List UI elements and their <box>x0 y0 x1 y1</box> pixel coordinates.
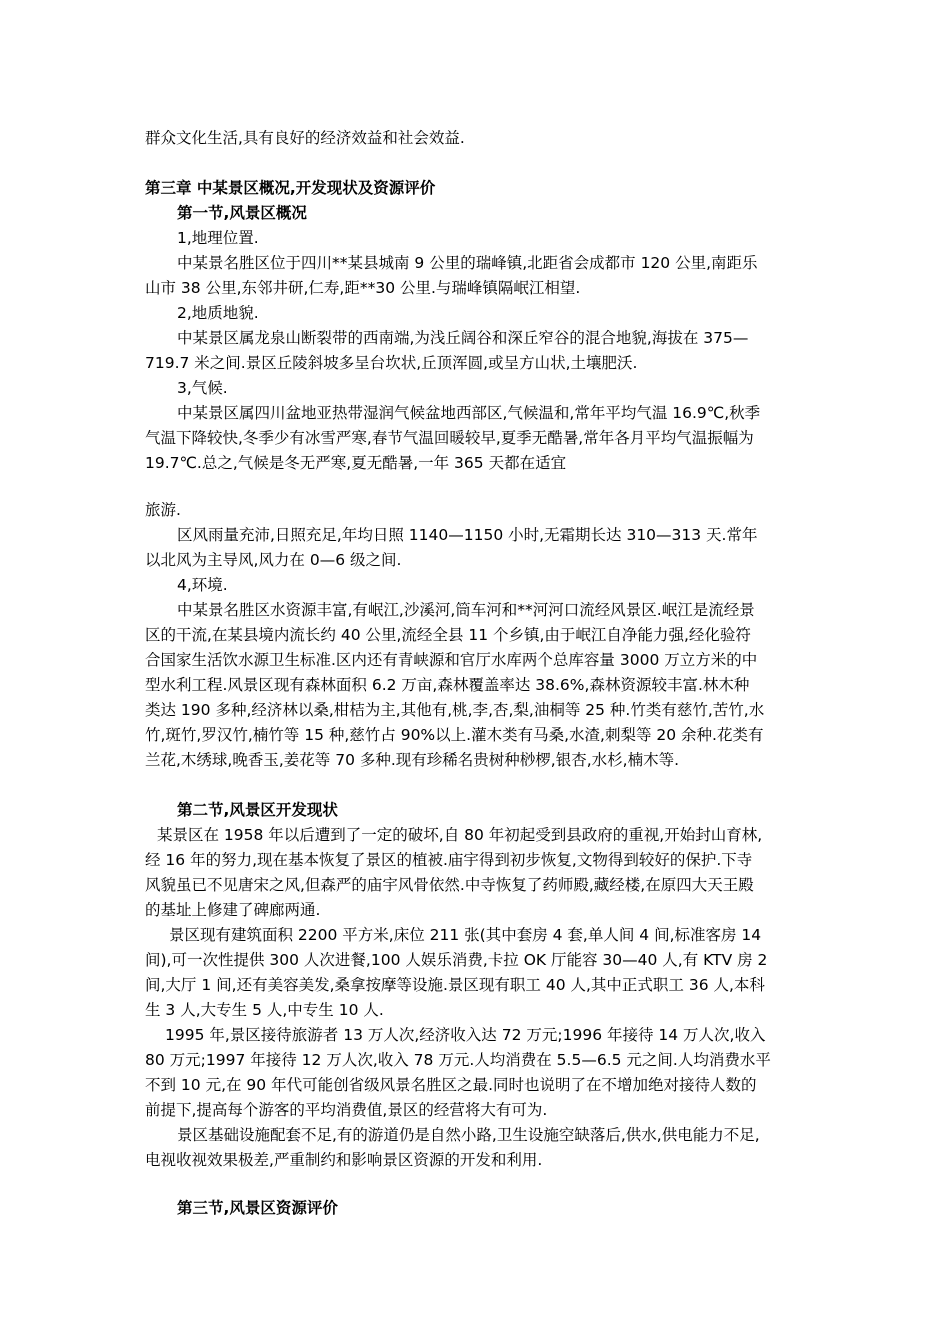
paragraph-line: 类达 190 多种,经济林以桑,柑桔为主,其他有,桃,李,杏,梨,油桐等 25 种.竹类有慈竹,苦竹,水 <box>145 701 765 719</box>
section-title-3: 第三节,风景区资源评价 <box>177 1199 338 1217</box>
section-title-1: 第一节,风景区概况 <box>177 204 307 222</box>
paragraph-line: 中某景名胜区水资源丰富,有岷江,沙溪河,筒车河和**河河口流经风景区.岷江是流经景 <box>177 601 755 619</box>
paragraph-line: 中某景区属四川盆地亚热带湿润气候盆地西部区,气候温和,常年平均气温 16.9℃,秋季 <box>177 404 761 422</box>
paragraph-line: 间),可一次性提供 300 人次进餐,100 人娱乐消费,卡拉 OK 厅能容 30—40 人,有 KTV 房 2 <box>145 951 768 969</box>
paragraph-line: 景区基础设施配套不足,有的游道仍是自然小路,卫生设施空缺落后,供水,供电能力不足, <box>177 1126 760 1144</box>
paragraph-line: 前提下,提高每个游客的平均消费值,景区的经营将大有可为. <box>145 1101 548 1119</box>
paragraph-line: 19.7℃.总之,气候是冬无严寒,夏无酷暑,一年 365 天都在适宜 <box>145 454 567 472</box>
paragraph-line: 群众文化生活,具有良好的经济效益和社会效益. <box>145 129 465 147</box>
paragraph-line: 山市 38 公里,东邻井研,仁寿,距**30 公里.与瑞峰镇隔岷江相望. <box>145 279 581 297</box>
paragraph-line: 以北风为主导风,风力在 0—6 级之间. <box>145 551 402 569</box>
paragraph-line: 1995 年,景区接待旅游者 13 万人次,经济收入达 72 万元;1996 年接待 14 万人次,收入 <box>165 1026 766 1044</box>
subheading-climate: 3,气候. <box>177 379 228 397</box>
paragraph-line: 中某景名胜区位于四川**某县城南 9 公里的瑞峰镇,北距省会成都市 120 公里,南距乐 <box>177 254 758 272</box>
paragraph-line: 不到 10 元,在 90 年代可能创省级风景名胜区之最.同时也说明了在不增加绝对接待人数的 <box>145 1076 757 1094</box>
paragraph-line: 气温下降较快,冬季少有冰雪严寒,春节气温回暖较早,夏季无酷暑,常年各月平均气温振幅为 <box>145 429 754 447</box>
paragraph-line: 某景区在 1958 年以后遭到了一定的破坏,自 80 年初起受到县政府的重视,开始封山育林, <box>157 826 763 844</box>
paragraph-line: 区的干流,在某县境内流长约 40 公里,流经全县 11 个乡镇,由于岷江自净能力强,经化验符 <box>145 626 751 644</box>
paragraph-line: 型水利工程.风景区现有森林面积 6.2 万亩,森林覆盖率达 38.6%,森林资源较丰富.林木种 <box>145 676 750 694</box>
chapter-title: 第三章 中某景区概况,开发现状及资源评价 <box>145 179 436 197</box>
paragraph-line: 旅游. <box>145 501 181 519</box>
paragraph-line: 间,大厅 1 间,还有美容美发,桑拿按摩等设施.景区现有职工 40 人,其中正式职工 36 人,本科 <box>145 976 765 994</box>
paragraph-line: 电视收视效果极差,严重制约和影响景区资源的开发和利用. <box>145 1151 543 1169</box>
paragraph-line: 的基址上修建了碑廊两通. <box>145 901 321 919</box>
subheading-environment: 4,环境. <box>177 576 228 594</box>
paragraph-line: 兰花,木绣球,晚香玉,姜花等 70 多种.现有珍稀名贵树种桫椤,银杏,水杉,楠木等. <box>145 751 679 769</box>
section-title-2: 第二节,风景区开发现状 <box>177 801 338 819</box>
subheading-geology: 2,地质地貌. <box>177 304 259 322</box>
paragraph-line: 竹,斑竹,罗汉竹,楠竹等 15 种,慈竹占 90%以上.灌木类有马桑,水渣,刺梨等 20 余种.花类有 <box>145 726 764 744</box>
paragraph-line: 风貌虽已不见唐宋之风,但森严的庙宇风骨依然.中寺恢复了药师殿,藏经楼,在原四大天王殿 <box>145 876 754 894</box>
subheading-location: 1,地理位置. <box>177 229 259 247</box>
paragraph-line: 中某景区属龙泉山断裂带的西南端,为浅丘阔谷和深丘窄谷的混合地貌,海拔在 375— <box>177 329 749 347</box>
paragraph-line: 生 3 人,大专生 5 人,中专生 10 人. <box>145 1001 384 1019</box>
paragraph-line: 经 16 年的努力,现在基本恢复了景区的植被.庙宇得到初步恢复,文物得到较好的保护.下寺 <box>145 851 753 869</box>
paragraph-line: 区风雨量充沛,日照充足,年均日照 1140—1150 小时,无霜期长达 310—313 天.常年 <box>177 526 758 544</box>
paragraph-line: 719.7 米之间.景区丘陵斜坡多呈台坎状,丘顶浑圆,或呈方山状,土壤肥沃. <box>145 354 638 372</box>
text-column <box>145 0 815 1344</box>
paragraph-line: 合国家生活饮水源卫生标准.区内还有青峡源和官厅水库两个总库容量 3000 万立方米的中 <box>145 651 758 669</box>
paragraph-line: 景区现有建筑面积 2200 平方米,床位 211 张(其中套房 4 套,单人间 4 间,标准客房 14 <box>169 926 762 944</box>
paragraph-line: 80 万元;1997 年接待 12 万人次,收入 78 万元.人均消费在 5.5—6.5 元之间.人均消费水平 <box>145 1051 771 1069</box>
